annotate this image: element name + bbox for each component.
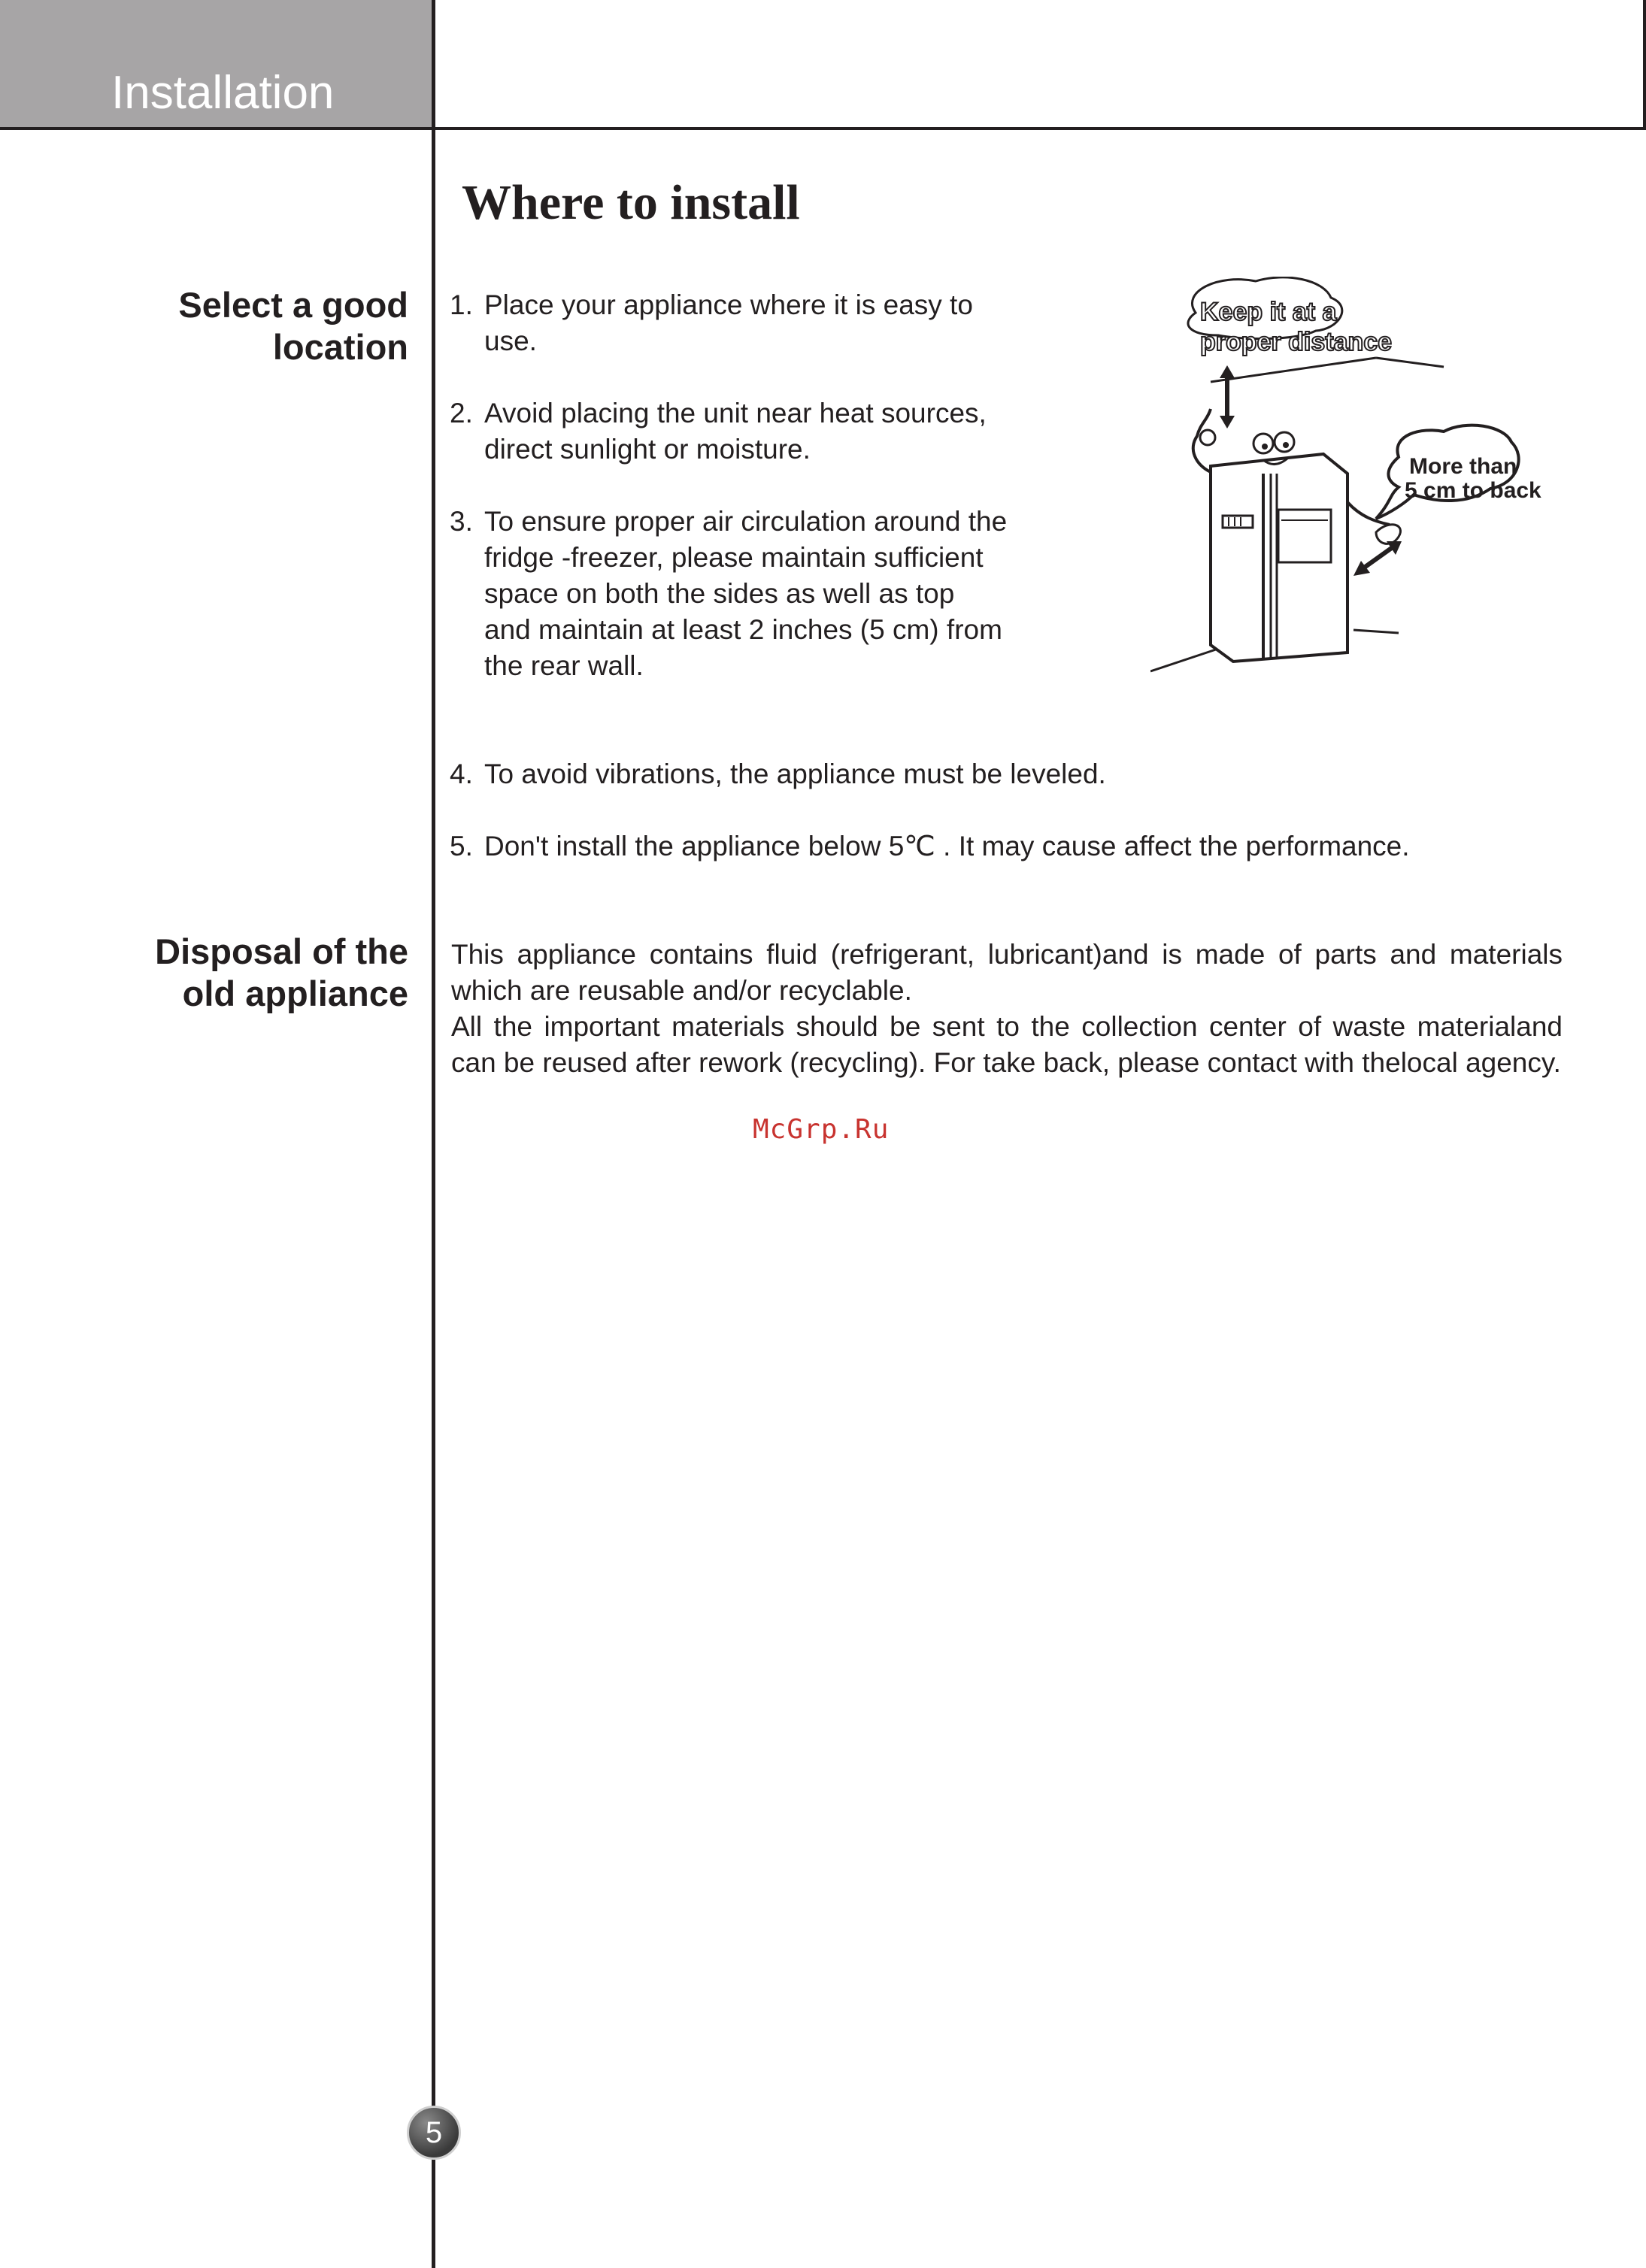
section-title: Installation: [111, 67, 335, 119]
bubble-top-line2: proper distance: [1200, 328, 1393, 356]
list-item: 4. To avoid vibrations, the appliance must be leveled.: [450, 759, 1106, 789]
page-title: Where to install: [462, 175, 800, 230]
list-item: 1. Place your appliance where it is easy to use.: [450, 289, 973, 356]
page-number-badge: [407, 2106, 461, 2160]
bubble-side-line1: More than: [1409, 454, 1517, 479]
disposal-para-2: All the important materials should be sent to the collection center of waste materialand can be reused after rework (recycling). For take back, please contact with thelocal agency.: [451, 1011, 1563, 1078]
fridge-placement-illustration: [1150, 277, 1557, 683]
header-right-border: [1643, 0, 1646, 129]
list-item: 3. To ensure proper air circulation around the fridge -freezer, please maintain sufficient space on both the sides as well as top and maintain at least 2 inches (5 cm) from the rear wall.: [450, 506, 1008, 681]
heading-select-location: Select a good location: [178, 285, 408, 367]
disposal-text: [451, 937, 1563, 1081]
list-item: 5. Don't install the appliance below 5℃ . It may cause affect the performance.: [450, 831, 1410, 861]
column-divider: [432, 0, 435, 2268]
watermark: McGrp.Ru: [753, 1114, 890, 1145]
list-item: 2. Avoid placing the unit near heat sources, direct sunlight or moisture.: [450, 398, 987, 465]
disposal-para-1: This appliance contains fluid (refrigerant, lubricant)and is made of parts and materials which are reusable and/or recyclable.: [451, 939, 1563, 1006]
bubble-side-line2: 5 cm to back: [1405, 478, 1541, 503]
page-number: 5: [425, 2116, 443, 2149]
heading-disposal: Disposal of the old appliance: [155, 931, 408, 1013]
header-rule: [0, 127, 1646, 130]
bubble-top-line1: Keep it at a: [1200, 298, 1337, 326]
